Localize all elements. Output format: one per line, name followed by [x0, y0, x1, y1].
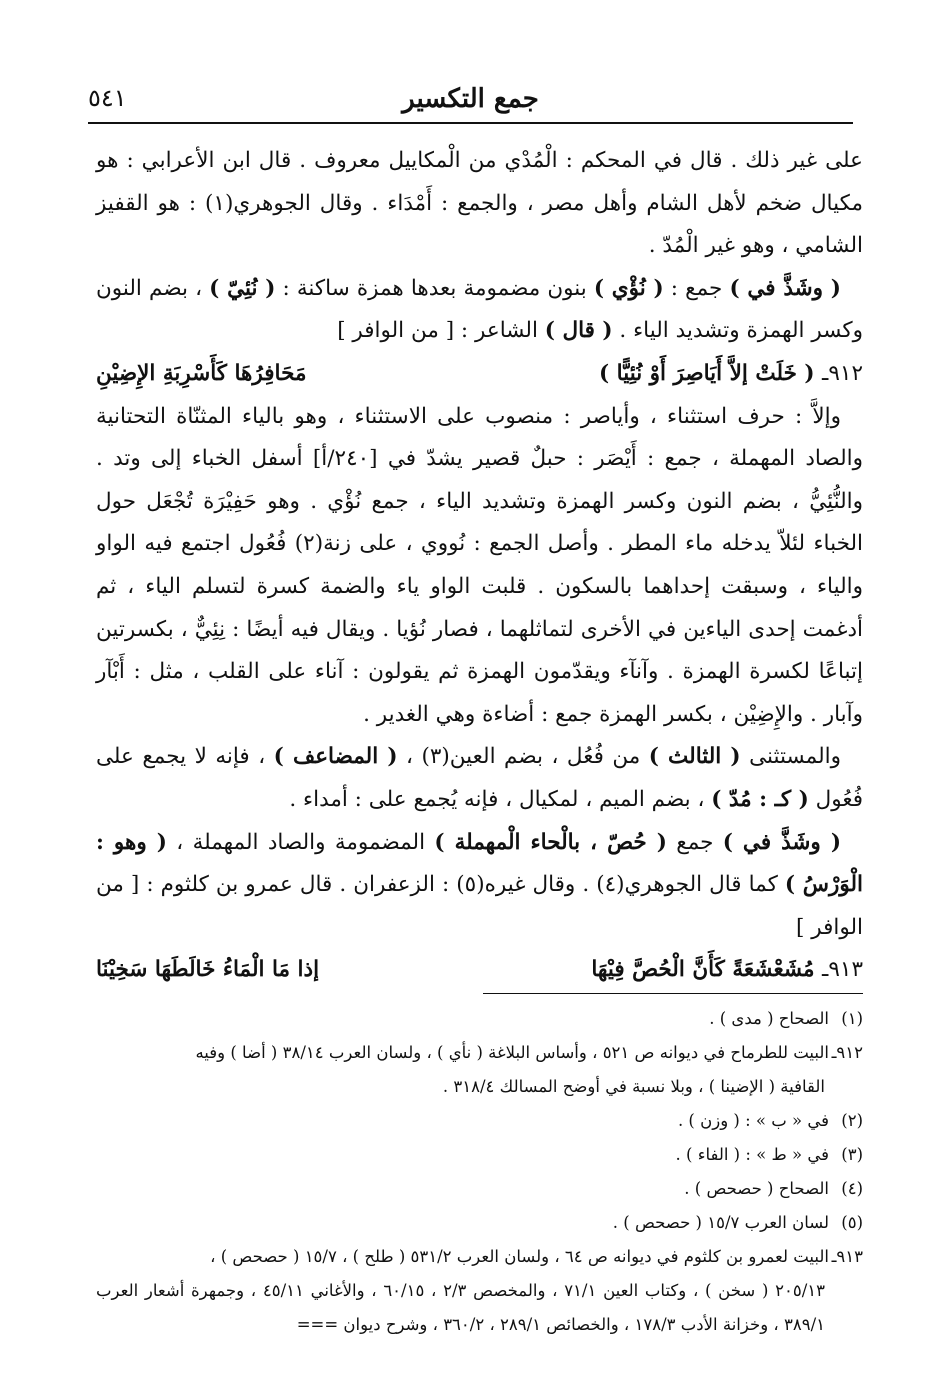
footnote-item — [96, 1206, 863, 1240]
paragraph-1 — [96, 140, 863, 268]
rule-label: ( المضاعف ) — [273, 744, 398, 770]
footnote-item — [96, 1172, 863, 1206]
footnote-number: (٥) — [841, 1213, 863, 1232]
text-span: الشاعر : [ من الوافر ] — [337, 318, 545, 344]
text-span: جمع : — [663, 275, 730, 301]
footnote-text: لسان العرب ١٥/٧ ( حصحص ) . — [612, 1213, 829, 1232]
footnote-text: البيت للطرماح في ديوانه ص ٥٢١ ، وأساس البلاغة ( نأي ) ، ولسان العرب ٣٨/١٤ ( أضا ) وفيه — [195, 1043, 829, 1062]
rule-label: ( الثالث ) — [648, 744, 741, 770]
hemistich-2: إذا مَا الْمَاءُ خَالَطَهَا سَخِيْنَا — [96, 957, 320, 983]
footnote-separator — [483, 993, 863, 994]
hemistich-1: مُشَعْشَعَةً كَأَنَّ الْحُصَّ فِيْهَا — [591, 957, 815, 983]
verse-912 — [96, 353, 863, 396]
footnote-item — [96, 1002, 863, 1036]
footnote-text: الصحاح ( حصحص ) . — [684, 1179, 829, 1198]
footnote-number: ٩١٣ـ — [831, 1247, 863, 1266]
footnote-number: (٤) — [841, 1179, 863, 1198]
text-span: المضمومة والصاد المهملة ، — [166, 829, 435, 855]
footnote-item — [96, 1138, 863, 1172]
running-header — [88, 78, 853, 124]
footnote-continuation: ٢٠٥/١٣ ( سخن ) ، وكتاب العين ٧١/١ ، والمخصص ٢/٣ ، ٦٠/١٥ ، والأغاني ٤٥/١١ ، وجمهرة أشعار العرب ٣٨٩/١ ، وخزانة الأدب ١٧٨/٣ ، والخصائص ٢٨٩/١ ، ٣٦٠/٢ ، وشرح ديوان === — [96, 1281, 825, 1334]
headword: ( نُؤْي ) — [593, 275, 664, 301]
paragraph-2 — [96, 268, 863, 353]
text-line: على غير ذلك . قال في المحكم : الْمُدْي من الْمكاييل معروف . قال ابن الأعرابي : هو — [96, 148, 863, 173]
text-span: ، بضم النون وكسر الهمزة وتشديد الياء . — [96, 275, 863, 344]
text-span: ، بضم الميم ، لمكيال ، فإنه يُجمع على : أمداء . — [289, 786, 712, 812]
text-span: ، فإنه لا يجمع على فُعُول — [96, 744, 863, 812]
footnotes — [96, 1002, 863, 1342]
verse-913 — [96, 949, 863, 992]
text-span: بنون مضمومة بعدها همزة ساكنة : — [275, 275, 594, 301]
rule-label: ( وشَذَّ في ) — [722, 829, 841, 855]
footnote-number: (٢) — [841, 1111, 863, 1130]
footnote-item — [96, 1104, 863, 1138]
rule-label: ( كـ : مُدّ ) — [711, 786, 809, 812]
footnote-number: (٣) — [841, 1145, 863, 1164]
verse-number: ٩١٢ـ — [822, 360, 863, 386]
text-span: والمستثنى — [740, 744, 842, 770]
hemistich-1: ( خَلَتْ إلاَّ أَيَاصِرَ أَوْ نُئِيًّا ) — [599, 360, 815, 386]
rule-label: ( وشَذَّ في ) — [729, 275, 841, 301]
text-span: كما قال الجوهري(٤) . وقال غيره(٥) : الزعفران . قال عمرو بن كلثوم : [ من الوافر ] — [96, 872, 863, 940]
paragraph-4 — [96, 736, 863, 821]
footnote-text: الصحاح ( مدى ) . — [709, 1009, 829, 1028]
verse-number: ٩١٣ـ — [822, 957, 863, 983]
text-span: من فُعُل ، بضم العين(٣) ، — [397, 744, 649, 770]
paragraph-3: وإلاَّ : حرف استثناء ، وأياصر : منصوب على الاستثناء ، وهو بالياء المثنّاة التحتانية والصاد المهملة ، جمع : أَيْصَر : حبلٌ قصير يشدّ في [٢٤٠/أ] أسفل الخباء إلى وتد . والنُّئِيُّ ، بضم النون وكسر الهمزة وتشديد الياء ، جمع نُؤْي . وهو حَفِيْرَة تُجْعَل حول الخباء لئلاّ يدخله ماء المطر . وأصل الجمع : نُووي ، على زنة(٢) فُعُول اجتمع فيه الواو والياء ، وسبقت إحداهما بالسكون . قلبت الواو ياء والضمة كسرة لتسلم الياء ، ثم أدغمت إحدى الياءين في الأخرى لتماثلهما ، فصار نُؤيا . ويقال فيه أيضًا : نِئِيٌّ ، بكسرتين إتباعًا لكسرة الهمزة . وآنآء ويقدّمون الهمزة ثم يقولون : آناء على القلب ، مثل : أَبْآر وآبار . والإِضِيْن ، بكسر الهمزة جمع : أضاءة وهي الغدير . — [96, 403, 864, 727]
hemistich-2: مَحَافِرُهَا كَأَسْرِبَةِ الإِضِيْنِ — [96, 360, 307, 386]
footnote-continuation: القافية ( الإضينا ) ، وبلا نسبة في أوضح المسالك ٣١٨/٤ . — [442, 1077, 825, 1096]
footnote-item — [96, 1240, 863, 1274]
verse-first-half — [599, 353, 863, 396]
footnote-text: في « ط » : ( الفاء ) . — [675, 1145, 829, 1164]
text-line: الشامي ، وهو غير الْمُدّ . — [648, 233, 863, 259]
page-number: ٥٤١ — [88, 84, 127, 112]
text-line: مكيال ضخم لأهل الشام وأهل مصر ، والجمع : أَمْدَاء . وقال الجوهري(١) : هو القفيز — [96, 190, 863, 216]
footnote-item — [96, 1036, 863, 1070]
verse-first-half — [591, 949, 863, 992]
text-span: جمع — [666, 829, 723, 855]
headword: ( حُصّ ، بالْحاء الْمهملة ) — [434, 829, 667, 855]
page-title: جمع التكسير — [402, 84, 539, 114]
footnote-number: ٩١٢ـ — [831, 1043, 863, 1062]
rule-label: ( وهو : الْوَرْسُ ) — [96, 829, 863, 898]
footnote-number: (١) — [841, 1009, 863, 1028]
paragraph-5 — [96, 822, 863, 950]
footnote-text: في « ب » : ( وزن ) . — [677, 1111, 829, 1130]
footnote-text: البيت لعمرو بن كلثوم في ديوانه ص ٦٤ ، ولسان العرب ٥٣١/٢ ( طلح ) ، ١٥/٧ ( حصحص ) ، — [210, 1247, 829, 1266]
headword: ( نُئِيّ ) — [209, 275, 276, 301]
main-text — [96, 140, 863, 992]
rule-label: ( قال ) — [544, 318, 613, 344]
